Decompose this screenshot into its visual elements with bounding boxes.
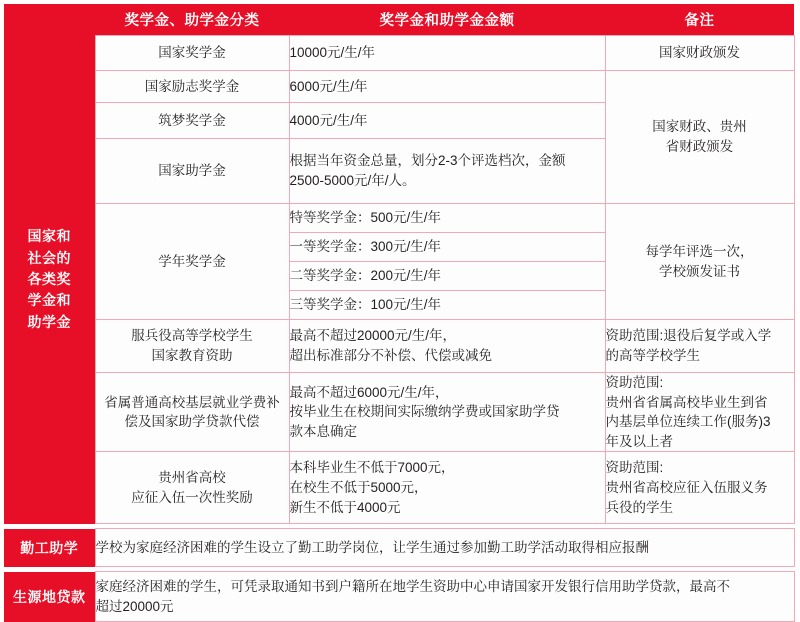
cell-remark-military-service-aid xyxy=(605,320,794,373)
cell-amount-third-grade: 三等奖学金：100元/生/年 xyxy=(289,291,605,320)
cell-amount-first-grade: 一等奖学金：300元/生/年 xyxy=(289,233,605,262)
label-student-origin-loan: 生源地贷款 xyxy=(4,572,95,622)
cell-remark-annual-selection xyxy=(605,204,794,320)
cell-category-national-grant: 国家助学金 xyxy=(95,139,289,204)
table-row xyxy=(4,452,794,524)
remark-line-1: 每学年评选一次， xyxy=(645,243,754,259)
cell-remark-national-provincial-finance xyxy=(605,71,794,204)
cell-remark-enlistment-bonus xyxy=(605,452,794,524)
cell-category-grassroots-tuition-compensation xyxy=(95,373,289,452)
cell-category-encouragement-scholarship: 国家励志奖学金 xyxy=(95,71,289,103)
remark-line-2: 的高等学校学生 xyxy=(605,348,700,363)
work-study-table xyxy=(4,528,795,567)
amount-line-3: 新生不低于4000元 xyxy=(289,499,401,515)
table-row xyxy=(4,320,794,373)
category-line-2: 国家教育资助 xyxy=(151,348,233,363)
remark-line-2: 贵州省省属高校毕业生到省 xyxy=(605,394,768,410)
amount-line-1: 本科毕业生不低于7000元， xyxy=(289,460,455,476)
amount-line-2: 超出标准部分不补偿、代偿或减免 xyxy=(289,348,492,363)
amount-line-1: 最高不超过20000元/生/年， xyxy=(289,328,457,344)
cell-work-study-description: 学校为家庭经济困难的学生设立了勤工助学岗位，让学生通过参加勤工助学活动取得相应报酬 xyxy=(95,529,794,567)
label-work-study: 勤工助学 xyxy=(4,529,95,567)
cell-remark-grassroots-tuition-compensation xyxy=(605,373,794,452)
scholarship-main-table xyxy=(4,4,795,524)
table-row xyxy=(4,71,794,103)
table-row xyxy=(4,373,794,452)
cell-amount-encouragement-scholarship: 6000元/生/年 xyxy=(289,71,605,103)
amount-line-3: 款本息确定 xyxy=(289,423,357,439)
amount-line-2: 在校生不低于5000元， xyxy=(289,479,428,495)
remark-line-1: 国家财政、贵州 xyxy=(652,119,747,135)
amount-line-1: 最高不超过6000元/生/年， xyxy=(289,384,449,400)
loan-line-2: 超过20000元 xyxy=(95,598,174,614)
cell-amount-military-service-aid xyxy=(289,320,605,373)
spine-label-cell xyxy=(4,36,95,524)
remark-line-3: 内基层单位连续工作(服务)3 xyxy=(605,414,771,430)
cell-category-military-service-aid xyxy=(95,320,289,373)
remark-line-4: 年及以上者 xyxy=(605,433,673,449)
student-origin-loan-table xyxy=(4,571,795,622)
header-remark: 备注 xyxy=(605,4,794,36)
cell-amount-special-grade: 特等奖学金：500元/生/年 xyxy=(289,204,605,233)
remark-line-1: 资助范围: xyxy=(605,375,664,390)
table-row xyxy=(4,36,794,71)
cell-category-academic-year-scholarship: 学年奖学金 xyxy=(95,204,289,320)
amount-line-2: 按毕业生在校期间实际缴纳学费或国家助学贷 xyxy=(289,404,560,420)
category-line-1: 服兵役高等学校学生 xyxy=(131,328,253,344)
loan-line-1: 家庭经济困难的学生，可凭录取通知书到户籍所在地学生资助中心申请国家开发银行信用助学贷款，最高不 xyxy=(95,578,730,594)
header-spine-spacer xyxy=(4,4,95,36)
cell-category-enlistment-bonus xyxy=(95,452,289,524)
cell-amount-grassroots-tuition-compensation xyxy=(289,373,605,452)
table-row xyxy=(4,204,794,233)
category-line-1: 贵州省高校 xyxy=(158,470,226,486)
cell-category-dream-scholarship: 筑梦奖学金 xyxy=(95,103,289,139)
header-category: 奖学金、助学金分类 xyxy=(95,4,289,36)
remark-line-3: 兵役的学生 xyxy=(605,499,673,515)
cell-amount-enlistment-bonus xyxy=(289,452,605,524)
category-line-1: 省属普通高校基层就业学费补 xyxy=(104,394,280,410)
category-line-2: 应征入伍一次性奖励 xyxy=(131,489,253,505)
remark-line-1: 资助范围:退役后复学或入学 xyxy=(605,328,772,344)
cell-student-origin-loan-description xyxy=(95,572,794,622)
table-row xyxy=(4,572,794,622)
table-row xyxy=(4,529,794,567)
cell-remark-national-scholarship: 国家财政颁发 xyxy=(605,36,794,71)
table-header-row xyxy=(4,4,794,36)
header-amount: 奖学金和助学金金额 xyxy=(289,4,605,36)
spine-label-text: 国家和社会的各类奖学金和助学金 xyxy=(27,228,71,330)
cell-category-national-scholarship: 国家奖学金 xyxy=(95,36,289,71)
amount-line-2: 2500-5000元/年/人。 xyxy=(289,173,416,188)
remark-line-2: 省财政颁发 xyxy=(665,139,734,154)
cell-amount-dream-scholarship: 4000元/生/年 xyxy=(289,103,605,139)
remark-line-1: 资助范围: xyxy=(605,460,664,476)
category-line-2: 偿及国家助学贷款代偿 xyxy=(124,414,260,430)
remark-line-2: 贵州省高校应征入伍服义务 xyxy=(605,479,768,495)
remark-line-2: 学校颁发证书 xyxy=(659,263,740,279)
cell-amount-national-scholarship: 10000元/生/年 xyxy=(289,36,605,71)
cell-amount-national-grant xyxy=(289,139,605,204)
amount-line-1: 根据当年资金总量，划分2-3个评选档次，金额 xyxy=(289,153,566,169)
cell-amount-second-grade: 二等奖学金：200元/生/年 xyxy=(289,262,605,291)
